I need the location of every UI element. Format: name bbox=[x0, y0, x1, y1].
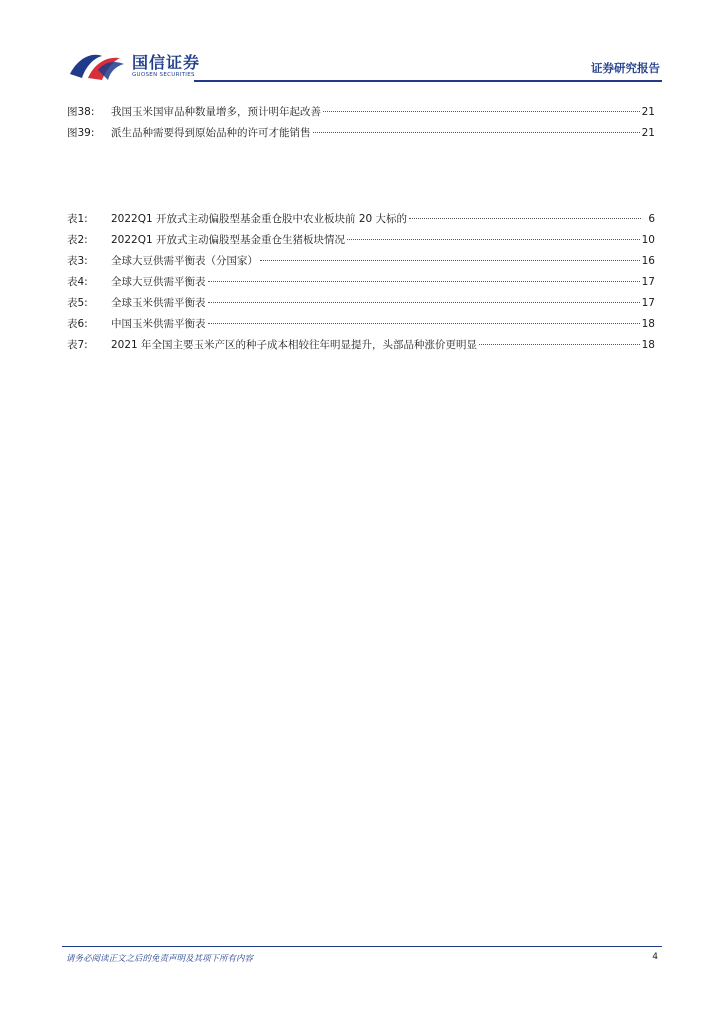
toc-entry-title: 2021 年全国主要玉米产区的种子成本相较往年明显提升，头部品种涨价更明显 bbox=[111, 339, 478, 351]
toc-entry-table-7[interactable] bbox=[67, 337, 655, 358]
dot-leader bbox=[409, 218, 641, 219]
toc-entry-title: 2022Q1 开放式主动偏股型基金重仓股中农业板块前 20 大标的 bbox=[111, 213, 408, 225]
toc-entry-title: 中国玉米供需平衡表 bbox=[111, 318, 206, 330]
toc-entry-prefix: 图38: bbox=[67, 106, 95, 118]
toc-entry-table-3[interactable] bbox=[67, 253, 655, 274]
toc-entry-table-5[interactable] bbox=[67, 295, 655, 316]
dot-leader bbox=[208, 281, 640, 282]
toc-entry-table-6[interactable] bbox=[67, 316, 655, 337]
toc-entry-prefix: 表5: bbox=[67, 297, 88, 309]
toc-entry-figure-38[interactable] bbox=[67, 104, 655, 125]
table-list bbox=[67, 211, 655, 358]
logo-chinese-name: 国信证券 bbox=[132, 53, 201, 72]
toc-entry-page: 18 bbox=[641, 318, 655, 330]
toc-entry-prefix: 表6: bbox=[67, 318, 88, 330]
dot-leader bbox=[313, 132, 640, 133]
toc-entry-prefix: 图39: bbox=[67, 127, 95, 139]
toc-entry-prefix: 表4: bbox=[67, 276, 88, 288]
toc-entry-title: 派生品种需要得到原始品种的许可才能销售 bbox=[111, 127, 311, 139]
toc-entry-page: 21 bbox=[641, 127, 655, 139]
page-header bbox=[62, 40, 662, 86]
dot-leader bbox=[208, 323, 640, 324]
toc-entry-prefix: 表7: bbox=[67, 339, 88, 351]
toc-entry-title: 我国玉米国审品种数量增多，预计明年起改善 bbox=[111, 106, 321, 118]
footer-disclaimer: 请务必阅读正文之后的免责声明及其项下所有内容 bbox=[66, 954, 254, 964]
header-divider bbox=[194, 80, 662, 82]
toc-entry-page: 6 bbox=[648, 213, 655, 225]
dot-leader bbox=[323, 111, 640, 112]
dot-leader bbox=[479, 344, 640, 345]
logo-english-name: GUOSEN SECURITIES bbox=[132, 72, 195, 78]
toc-entry-table-1[interactable] bbox=[67, 211, 655, 232]
toc-entry-title: 全球大豆供需平衡表（分国家） bbox=[111, 255, 258, 267]
company-logo bbox=[68, 48, 228, 88]
toc-entry-figure-39[interactable] bbox=[67, 125, 655, 146]
footer-divider bbox=[62, 946, 662, 947]
toc-entry-page: 21 bbox=[641, 106, 655, 118]
figure-list bbox=[67, 104, 655, 146]
toc-entry-prefix: 表1: bbox=[67, 213, 88, 225]
toc-entry-page: 17 bbox=[641, 276, 655, 288]
toc-entry-table-2[interactable] bbox=[67, 232, 655, 253]
toc-entry-prefix: 表3: bbox=[67, 255, 88, 267]
toc-entry-page: 18 bbox=[641, 339, 655, 351]
toc-entry-prefix: 表2: bbox=[67, 234, 88, 246]
toc-entry-page: 17 bbox=[641, 297, 655, 309]
toc-entry-table-4[interactable] bbox=[67, 274, 655, 295]
dot-leader bbox=[347, 239, 640, 240]
toc-entry-title: 2022Q1 开放式主动偏股型基金重仓生猪板块情况 bbox=[111, 234, 346, 246]
dot-leader bbox=[208, 302, 640, 303]
toc-entry-page: 10 bbox=[641, 234, 655, 246]
page-number: 4 bbox=[652, 952, 658, 962]
guosen-logo-icon bbox=[68, 48, 126, 82]
toc-entry-title: 全球大豆供需平衡表 bbox=[111, 276, 206, 288]
dot-leader bbox=[260, 260, 640, 261]
report-type-label: 证券研究报告 bbox=[591, 61, 660, 75]
toc-entry-title: 全球玉米供需平衡表 bbox=[111, 297, 206, 309]
toc-entry-page: 16 bbox=[641, 255, 655, 267]
